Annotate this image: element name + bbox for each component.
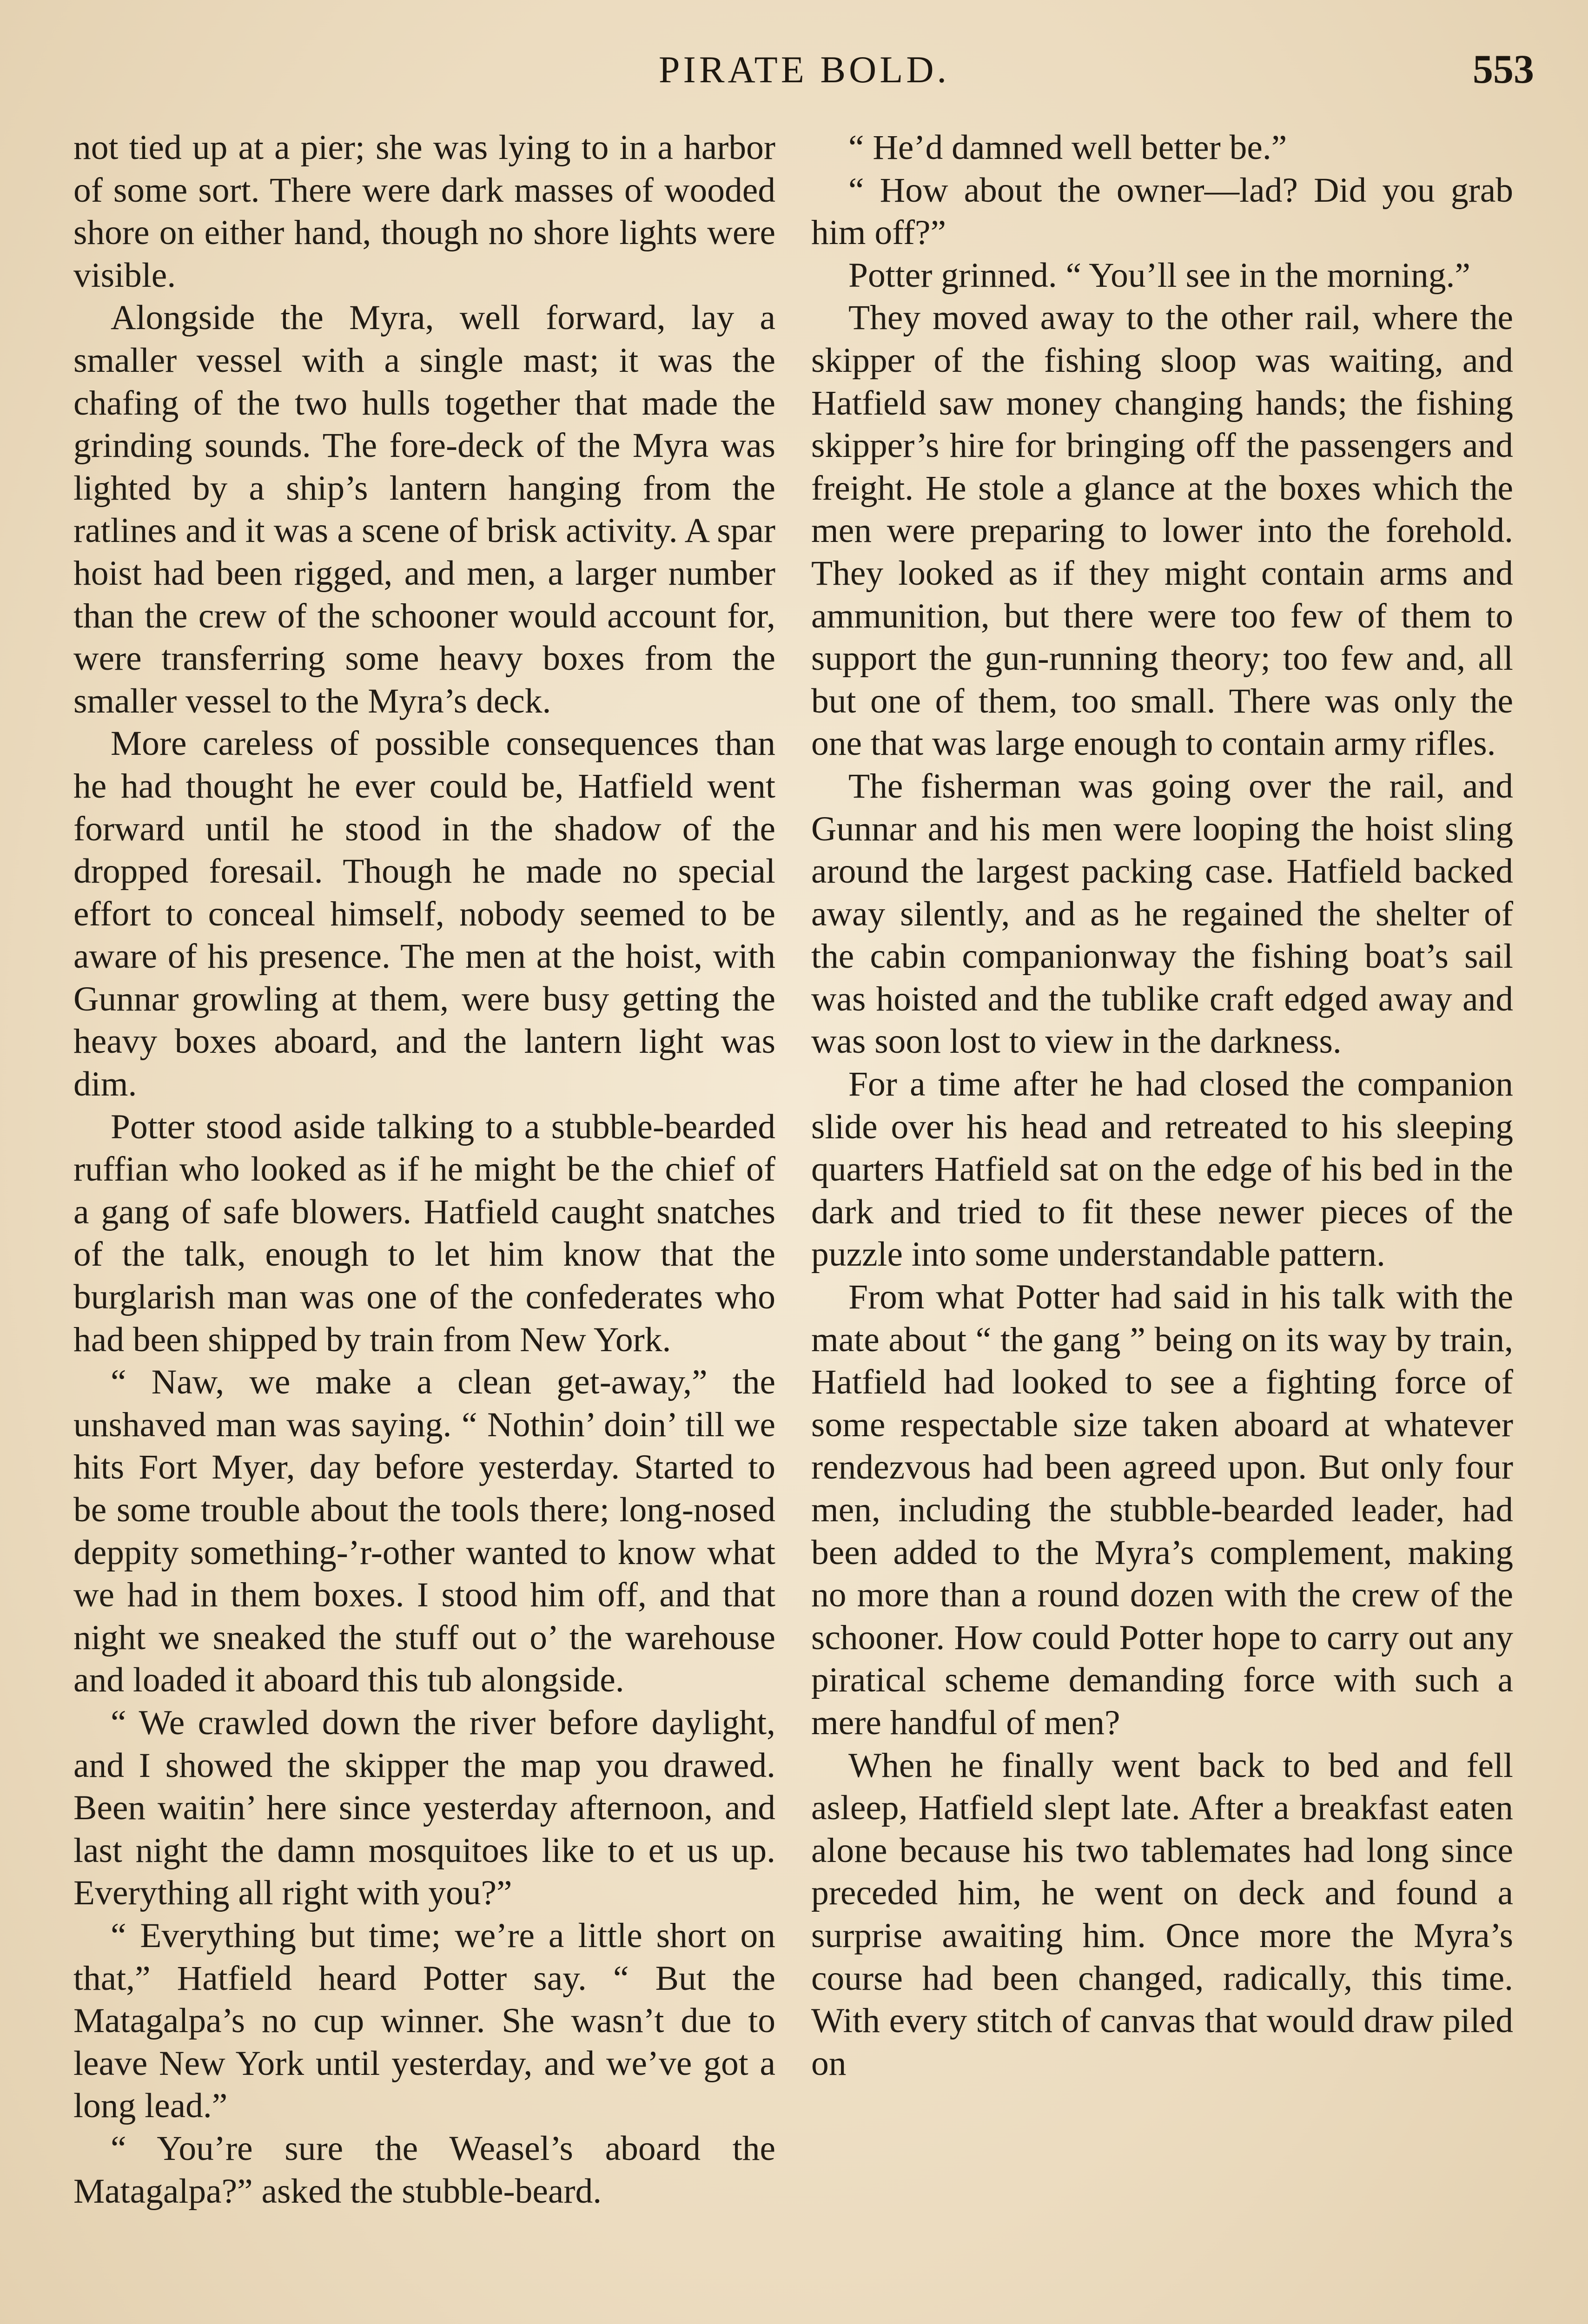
paragraph: The fisherman was going over the rail, and Gunnar and his men were looping the hoist sling around the largest packing case. Hatfield backed away silently, and as he regained the shelter of the cabin companionway the fishing boat’s sail was hoisted and the tublike craft edged away and was soon lost to view in the darkness. [811,766,1513,1061]
paragraph: When he finally went back to bed and fell asleep, Hatfield slept late. After a breakfast eaten alone because his two tablemates had long since preceded him, he went on deck and found a surprise awaiting him. Once more the Myra’s course had been changed, radically, this time. With every stitch of canvas that would draw piled on [811,1746,1513,2083]
paragraph: For a time after he had closed the companion slide over his head and retreated to his sleeping quarters Hatfield sat on the edge of his bed in the dark and tried to fit these newer pieces of the puzzle into some understandable pattern. [811,1065,1513,1274]
paragraph: Potter grinned. “ You’ll see in the morning.” [848,256,1470,295]
paragraph: not tied up at a pier; she was lying to in a harbor of some sort. There were dark masses of wooded shore on either hand, though no shore lights were visible. [73,128,775,295]
paragraph: They moved away to the other rail, where the skipper of the fishing sloop was waiting, and Hatfield saw money changing hands; the fishing skipper’s hire for bringing off the passengers and freight. He stole a glance at the boxes which the men were preparing to lower into the forehold. They looked as if they might contain arms and ammunition, but there were too few of them to support the gun-running theory; too few and, all but one of them, too small. There was only the one that was large enough to contain army rifles. [811,298,1513,763]
page-header [74,44,1534,100]
right-column [811,126,1513,2085]
running-title: PIRATE BOLD. [658,48,950,91]
left-column [73,126,775,2212]
paragraph: “ He’d damned well better be.” [848,128,1287,167]
paragraph: Potter stood aside talking to a stubble-bearded ruffian who looked as if he might be the chief of a gang of safe blowers. Hatfield caught snatches of the talk, enough to let him know that the burglarish man was one of the confederates who had been shipped by train from New York. [73,1107,775,1359]
paragraph: “ We crawled down the river before daylight, and I showed the skipper the map you drawed. Been waitin’ here since yesterday afternoon, and last night the damn mosquitoes like to et us up. Everything all right with you?” [73,1703,775,1913]
paragraph: “ How about the owner—lad? Did you grab him off?” [811,171,1513,252]
paragraph: “ Naw, we make a clean get-away,” the unshaved man was saying. “ Nothin’ doin’ till we hits Fort Myer, day before yesterday. Started to be some trouble about the tools there; long-nosed deppity something-’r-other wanted to know what we had in them boxes. I stood him off, and that night we sneaked the stuff out o’ the warehouse and loaded it aboard this tub alongside. [73,1363,775,1700]
paragraph: “ Everything but time; we’re a little short on that,” Hatfield heard Potter say. “ But the Matagalpa’s no cup winner. She wasn’t due to leave New York until yesterday, and we’ve got a long lead.” [73,1916,775,2126]
paragraph: “ You’re sure the Weasel’s aboard the Matagalpa?” asked the stubble-beard. [73,2129,775,2211]
paragraph: More careless of possible consequences than he had thought he ever could be, Hatfield went forward until he stood in the shadow of the dropped foresail. Though he made no special effort to conceal himself, nobody seemed to be aware of his presence. The men at the hoist, with Gunnar growling at them, were busy getting the heavy boxes aboard, and the lantern light was dim. [73,724,775,1104]
page-number: 553 [1473,47,1534,92]
paragraph: Alongside the Myra, well forward, lay a smaller vessel with a single mast; it was the chafing of the two hulls together that made the grinding sounds. The fore-deck of the Myra was lighted by a ship’s lantern hanging from the ratlines and it was a scene of brisk activity. A spar hoist had been rigged, and men, a larger number than the crew of the schooner would account for, were transferring some heavy boxes from the smaller vessel to the Myra’s deck. [73,298,775,720]
paragraph: From what Potter had said in his talk with the mate about “ the gang ” being on its way by train, Hatfield had looked to see a fighting force of some respectable size taken aboard at whatever rendezvous had been agreed upon. But only four men, including the stubble-bearded leader, had been added to the Myra’s complement, making no more than a round dozen with the crew of the schooner. How could Potter hope to carry out any piratical scheme demanding force with such a mere handful of men? [811,1278,1513,1742]
